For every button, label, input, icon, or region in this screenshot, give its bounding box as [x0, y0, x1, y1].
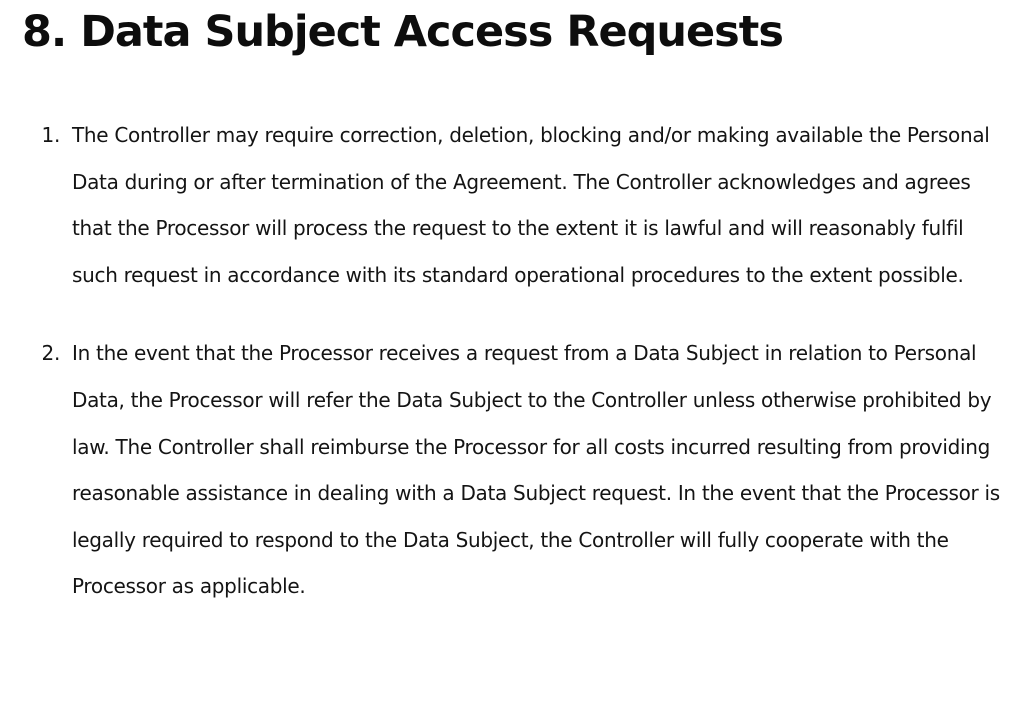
clause-list: [0, 112, 1024, 610]
clause-number: 2.: [41, 341, 60, 366]
section-title: 8. Data Subject Access Requests: [22, 7, 783, 57]
clause-text: The Controller may require correction, deletion, blocking and/or making available the Personal Data during or after termination of the Agreement. The Controller acknowledges and agrees that the Processor will process the request to the extent it is lawful and will reasonably fulfil such request in accordance with its standard operational procedures to the extent possible.: [72, 123, 990, 287]
clause-2: [0, 330, 1012, 610]
clause-text: In the event that the Processor receives a request from a Data Subject in relation to Personal Data, the Processor will refer the Data Subject to the Controller unless otherwise prohibited by law. The Controller shall reimburse the Processor for all costs incurred resulting from providing reasonable assistance in dealing with a Data Subject request. In the event that the Processor is legally required to respond to the Data Subject, the Controller will fully cooperate with the Processor as applicable.: [72, 341, 1000, 599]
clause-number: 1.: [41, 123, 60, 147]
clause-1: [0, 112, 1012, 298]
